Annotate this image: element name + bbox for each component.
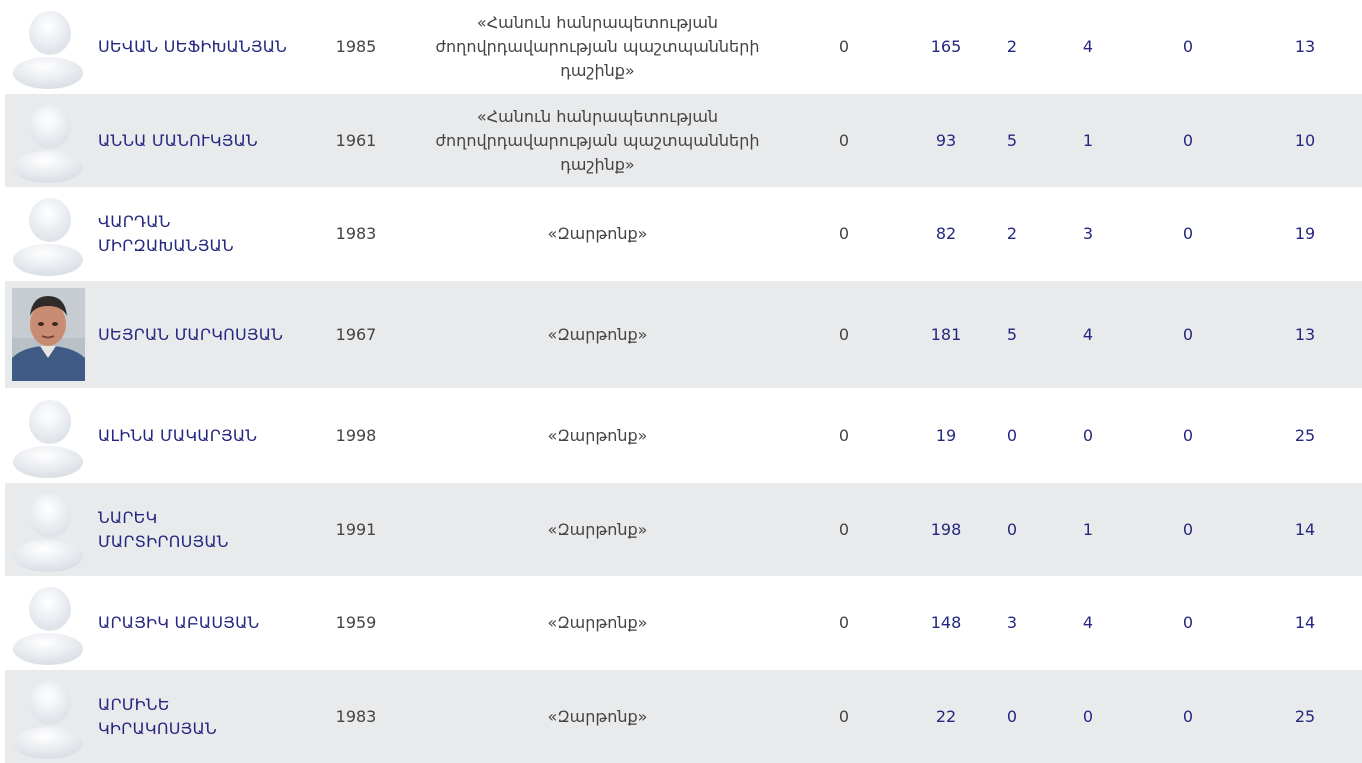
cell-n1: 181: [930, 324, 962, 344]
party-name: [425, 483, 770, 576]
cell-year: 1967: [335, 324, 377, 344]
stat-col-2-link[interactable]: [905, 388, 987, 483]
avatar-cell: [5, 281, 91, 388]
party-name: [425, 187, 770, 281]
cell-n3: 0: [1082, 425, 1094, 445]
party-name: [425, 576, 770, 670]
stat-col-2-link[interactable]: [905, 670, 987, 763]
cell-n5: 14: [1294, 613, 1316, 632]
candidate-name-link[interactable]: [98, 576, 298, 670]
party-name: [425, 94, 770, 187]
cell-name: ԱՐՄԻՆԵ ԿԻՐԱԿՈՍՅԱՆ: [98, 694, 217, 738]
cell-n0: 0: [838, 324, 850, 344]
party-name: [425, 388, 770, 483]
avatar-cell: [5, 0, 91, 94]
stat-col-6-link[interactable]: [1265, 0, 1345, 94]
party-name: [425, 281, 770, 388]
cell-n2: 3: [1006, 613, 1018, 632]
default-avatar-icon[interactable]: [11, 490, 85, 570]
stat-col-5-link[interactable]: [1150, 187, 1226, 281]
default-avatar-icon[interactable]: [11, 7, 85, 87]
cell-n1: 198: [930, 519, 962, 539]
stat-col-6-link[interactable]: [1265, 670, 1345, 763]
table-row: [5, 281, 1362, 388]
table-row: [5, 388, 1362, 483]
default-avatar-icon[interactable]: [11, 101, 85, 181]
cell-n5: 10: [1294, 130, 1316, 150]
cell-n4: 0: [1182, 37, 1194, 56]
birth-year: [305, 187, 407, 281]
cell-party: «Զարթոնք»: [547, 224, 648, 243]
stat-col-5-link[interactable]: [1150, 0, 1226, 94]
candidate-name-link[interactable]: [98, 281, 298, 388]
stat-col-1: [805, 388, 883, 483]
stat-col-5-link[interactable]: [1150, 576, 1226, 670]
stat-col-3-link[interactable]: [980, 281, 1044, 388]
cell-n0: 0: [838, 130, 850, 150]
cell-n5: 14: [1294, 519, 1316, 539]
cell-name: ՍԵՅՐԱՆ ՄԱՐԿՈՍՅԱՆ: [98, 324, 284, 344]
avatar-cell: [5, 94, 91, 187]
cell-n1: 148: [930, 613, 962, 632]
stat-col-1: [805, 576, 883, 670]
cell-n4: 0: [1182, 425, 1194, 445]
cell-year: 1959: [335, 613, 377, 632]
stat-col-1: [805, 0, 883, 94]
cell-party: «Զարթոնք»: [547, 425, 648, 445]
cell-n4: 0: [1182, 519, 1194, 539]
cell-n2: 2: [1006, 224, 1018, 243]
avatar-cell: [5, 483, 91, 576]
birth-year: [305, 281, 407, 388]
cell-n0: 0: [838, 519, 850, 539]
cell-n0: 0: [838, 224, 850, 243]
table-row: [5, 483, 1362, 576]
cell-n2: 2: [1006, 37, 1018, 56]
avatar-cell: [5, 187, 91, 281]
stat-col-3-link[interactable]: [980, 94, 1044, 187]
birth-year: [305, 388, 407, 483]
cell-party: «Հանուն հանրապետության ժողովրդավարության պաշտպանների դաշինք»: [435, 106, 760, 174]
candidate-name-link[interactable]: [98, 483, 248, 576]
stat-col-1: [805, 94, 883, 187]
stat-col-3-link[interactable]: [980, 670, 1044, 763]
stat-col-6-link[interactable]: [1265, 483, 1345, 576]
birth-year: [305, 670, 407, 763]
stat-col-1: [805, 670, 883, 763]
cell-year: 1998: [335, 425, 377, 445]
cell-n0: 0: [838, 706, 850, 726]
default-avatar-icon[interactable]: [11, 194, 85, 274]
cell-party: «Հանուն հանրապետության ժողովրդավարության պաշտպանների դաշինք»: [435, 13, 760, 80]
stat-col-2-link[interactable]: [905, 94, 987, 187]
table-row: [5, 187, 1362, 281]
party-name: [425, 670, 770, 763]
cell-n4: 0: [1182, 706, 1194, 726]
cell-year: 1985: [335, 37, 377, 56]
cell-n3: 1: [1082, 130, 1094, 150]
cell-name: ԱՆՆԱ ՄԱՆՈՒԿՅԱՆ: [98, 130, 258, 150]
cell-n3: 3: [1082, 224, 1094, 243]
cell-n5: 13: [1294, 37, 1316, 56]
cell-n3: 4: [1082, 324, 1094, 344]
cell-year: 1961: [335, 130, 377, 150]
cell-n3: 0: [1082, 706, 1094, 726]
cell-name: ԱԼԻՆԱ ՄԱԿԱՐՅԱՆ: [98, 425, 258, 445]
stat-col-5-link[interactable]: [1150, 94, 1226, 187]
cell-n3: 4: [1082, 37, 1094, 56]
stat-col-6-link[interactable]: [1265, 576, 1345, 670]
cell-n2: 0: [1006, 519, 1018, 539]
cell-n5: 25: [1294, 706, 1316, 726]
cell-party: «Զարթոնք»: [547, 613, 648, 632]
table-row: [5, 576, 1362, 670]
stat-col-4-link[interactable]: [1055, 576, 1121, 670]
candidate-name-link[interactable]: [98, 0, 298, 94]
cell-n5: 25: [1294, 425, 1316, 445]
cell-party: «Զարթոնք»: [547, 324, 648, 344]
cell-n2: 5: [1006, 324, 1018, 344]
default-avatar-icon[interactable]: [11, 396, 85, 476]
cell-n2: 0: [1006, 706, 1018, 726]
stat-col-1: [805, 187, 883, 281]
stat-col-4-link[interactable]: [1055, 388, 1121, 483]
stat-col-2-link[interactable]: [905, 483, 987, 576]
stat-col-6-link[interactable]: [1265, 187, 1345, 281]
candidate-name-link[interactable]: [98, 670, 248, 763]
stat-col-6-link[interactable]: [1265, 94, 1345, 187]
cell-n4: 0: [1182, 324, 1194, 344]
cell-n2: 0: [1006, 425, 1018, 445]
candidate-name-link[interactable]: [98, 388, 298, 483]
default-avatar-icon[interactable]: [11, 583, 85, 663]
cell-party: «Զարթոնք»: [547, 706, 648, 726]
cell-party: «Զարթոնք»: [547, 519, 648, 539]
candidate-name-link[interactable]: [98, 187, 248, 281]
cell-n4: 0: [1182, 224, 1194, 243]
stat-col-2-link[interactable]: [905, 187, 987, 281]
stat-col-4-link[interactable]: [1055, 670, 1121, 763]
stat-col-4-link[interactable]: [1055, 281, 1121, 388]
birth-year: [305, 576, 407, 670]
stat-col-2-link[interactable]: [905, 0, 987, 94]
cell-name: ՆԱՐԵԿ ՄԱՐՏԻՐՈՍՅԱՆ: [98, 507, 229, 551]
stat-col-5-link[interactable]: [1150, 670, 1226, 763]
stat-col-1: [805, 281, 883, 388]
cell-n3: 4: [1082, 613, 1094, 632]
default-avatar-icon[interactable]: [11, 677, 85, 757]
birth-year: [305, 94, 407, 187]
cell-n2: 5: [1006, 130, 1018, 150]
party-name: [425, 0, 770, 94]
stat-col-6-link[interactable]: [1265, 281, 1345, 388]
avatar-cell: [5, 670, 91, 763]
table-row: [5, 670, 1362, 763]
cell-n5: 19: [1294, 224, 1316, 243]
stat-col-6-link[interactable]: [1265, 388, 1345, 483]
table-row: [5, 0, 1362, 94]
cell-year: 1983: [335, 224, 377, 243]
candidate-photo[interactable]: [12, 288, 85, 381]
avatar-cell: [5, 388, 91, 483]
cell-name: ՎԱՐԴԱՆ ՄԻՐԶԱԽԱՆՅԱՆ: [98, 212, 234, 255]
stat-col-2-link[interactable]: [905, 576, 987, 670]
cell-n1: 93: [935, 130, 957, 150]
cell-name: ՍԵՎԱՆ ՍԵՖԻԽԱՆՅԱՆ: [98, 37, 288, 56]
cell-n4: 0: [1182, 613, 1194, 632]
cell-n1: 19: [935, 425, 957, 445]
stat-col-5-link[interactable]: [1150, 483, 1226, 576]
cell-n4: 0: [1182, 130, 1194, 150]
stat-col-5-link[interactable]: [1150, 281, 1226, 388]
stat-col-4-link[interactable]: [1055, 94, 1121, 187]
cell-n0: 0: [838, 425, 850, 445]
stat-col-2-link[interactable]: [905, 281, 987, 388]
birth-year: [305, 483, 407, 576]
stat-col-3-link[interactable]: [980, 483, 1044, 576]
stat-col-3-link[interactable]: [980, 0, 1044, 94]
cell-n1: 22: [935, 706, 957, 726]
candidate-name-link[interactable]: [98, 94, 298, 187]
cell-year: 1983: [335, 706, 377, 726]
avatar-cell: [5, 576, 91, 670]
cell-n0: 0: [838, 613, 850, 632]
stat-col-3-link[interactable]: [980, 187, 1044, 281]
cell-n0: 0: [838, 37, 850, 56]
stat-col-4-link[interactable]: [1055, 483, 1121, 576]
table-row: [5, 94, 1362, 187]
stat-col-4-link[interactable]: [1055, 187, 1121, 281]
cell-n5: 13: [1294, 324, 1316, 344]
cell-n1: 82: [935, 224, 957, 243]
cell-year: 1991: [335, 519, 377, 539]
cell-name: ԱՐԱՅԻԿ ԱԲԱՍՅԱՆ: [98, 613, 260, 632]
cell-n3: 1: [1082, 519, 1094, 539]
stat-col-4-link[interactable]: [1055, 0, 1121, 94]
stat-col-5-link[interactable]: [1150, 388, 1226, 483]
birth-year: [305, 0, 407, 94]
stat-col-3-link[interactable]: [980, 576, 1044, 670]
stat-col-3-link[interactable]: [980, 388, 1044, 483]
stat-col-1: [805, 483, 883, 576]
candidates-table: [5, 0, 1362, 763]
cell-n1: 165: [930, 37, 962, 56]
